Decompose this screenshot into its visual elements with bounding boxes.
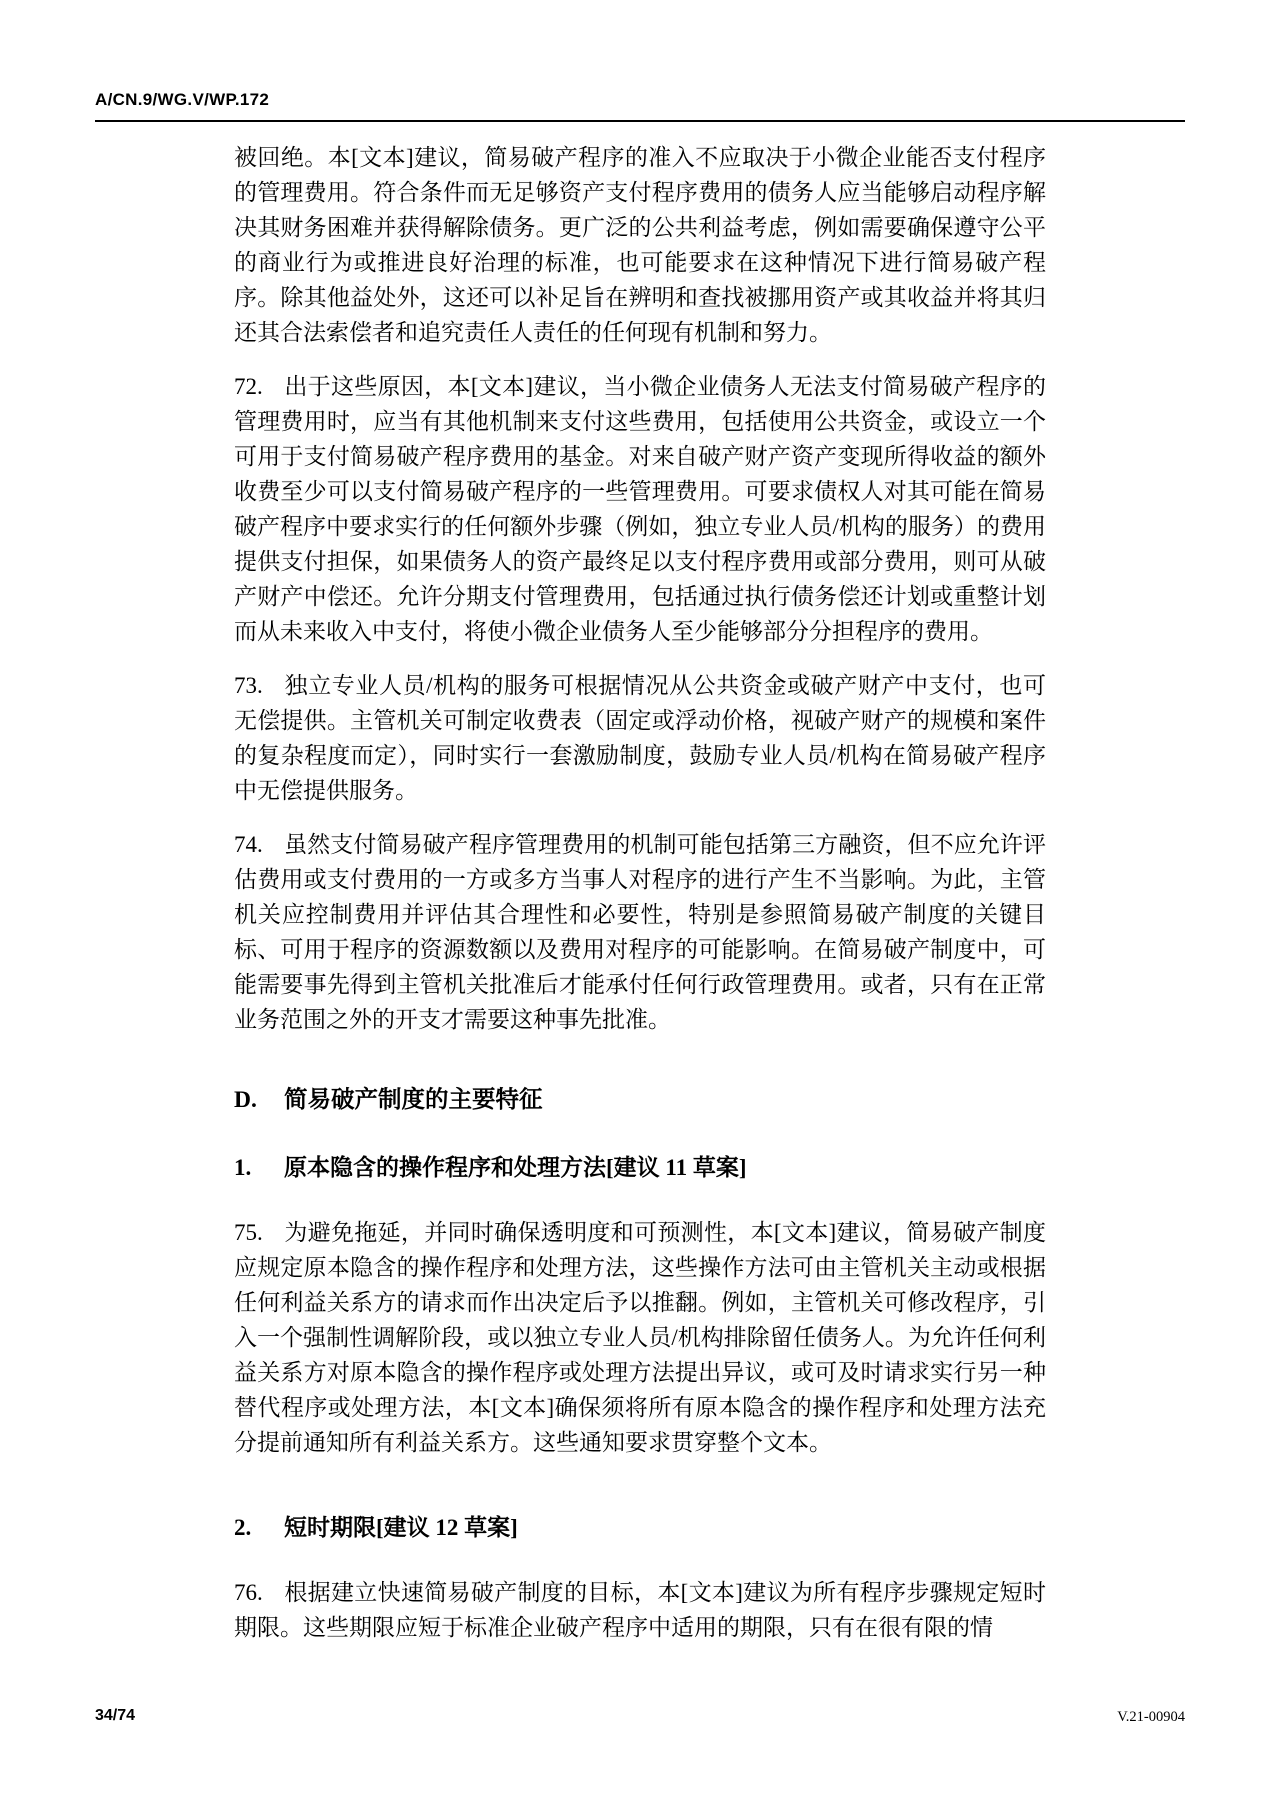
paragraph-number: 72. bbox=[234, 374, 263, 399]
paragraph-71-continuation bbox=[234, 140, 1046, 350]
section-d-heading bbox=[234, 1083, 1046, 1118]
paragraph-text: 为避免拖延，并同时确保透明度和可预测性，本[文本]建议，简易破产制度应规定原本隐含的操作程序和处理方法，这些操作方法可由主管机关主动或根据任何利益关系方的请求而作出决定后予以推翻。例如，主管机关可修改程序，引入一个强制性调解阶段，或以独立专业人员/机构排除留任债务人。为允许任何利益关系方对原本隐含的操作程序或处理方法提出异议，或可及时请求实行另一种替代程序或处理方法，本[文本]确保须将所有原本隐含的操作程序和处理方法充分提前通知所有利益关系方。这些通知要求贯穿整个文本。 bbox=[234, 1220, 1046, 1455]
paragraph-74 bbox=[234, 827, 1046, 1037]
document-body bbox=[234, 140, 1046, 1664]
paragraph-72 bbox=[234, 369, 1046, 649]
subsection-title: 原本隐含的操作程序和处理方法[建议 11 草案] bbox=[284, 1155, 747, 1180]
paragraph-number: 73. bbox=[234, 673, 263, 698]
document-symbol: A/CN.9/WG.V/WP.172 bbox=[95, 90, 270, 109]
header-rule bbox=[95, 120, 1185, 122]
paragraph-text: 独立专业人员/机构的服务可根据情况从公共资金或破产财产中支付，也可无偿提供。主管机关可制定收费表（固定或浮动价格，视破产财产的规模和案件的复杂程度而定），同时实行一套激励制度，鼓励专业人员/机构在简易破产程序中无偿提供服务。 bbox=[234, 673, 1046, 803]
section-title: 简易破产制度的主要特征 bbox=[284, 1087, 543, 1113]
subsection-label: 2. bbox=[234, 1515, 252, 1540]
paragraph-number: 76. bbox=[234, 1580, 263, 1605]
paragraph-text: 根据建立快速简易破产制度的目标，本[文本]建议为所有程序步骤规定短时期限。这些期限应短于标准企业破产程序中适用的期限，只有在很有限的情 bbox=[234, 1580, 1046, 1640]
paragraph-76 bbox=[234, 1575, 1046, 1645]
document-job-number: V.21-00904 bbox=[1117, 1709, 1185, 1725]
paragraph-number: 75. bbox=[234, 1220, 263, 1245]
paragraph-75 bbox=[234, 1215, 1046, 1460]
paragraph-text: 出于这些原因，本[文本]建议，当小微企业债务人无法支付简易破产程序的管理费用时，应当有其他机制来支付这些费用，包括使用公共资金，或设立一个可用于支付简易破产程序费用的基金。对来自破产财产资产变现所得收益的额外收费至少可以支付简易破产程序的一些管理费用。可要求债权人对其可能在简易破产程序中要求实行的任何额外步骤（例如，独立专业人员/机构的服务）的费用提供支付担保，如果债务人的资产最终足以支付程序费用或部分费用，则可从破产财产中偿还。允许分期支付管理费用，包括通过执行债务偿还计划或重整计划而从未来收入中支付，将使小微企业债务人至少能够部分分担程序的费用。 bbox=[234, 374, 1046, 644]
subsection-2-heading bbox=[234, 1510, 1046, 1545]
subsection-label: 1. bbox=[234, 1155, 252, 1180]
paragraph-text: 虽然支付简易破产程序管理费用的机制可能包括第三方融资，但不应允许评估费用或支付费用的一方或多方当事人对程序的进行产生不当影响。为此，主管机关应控制费用并评估其合理性和必要性，特别是参照简易破产制度的关键目标、可用于程序的资源数额以及费用对程序的可能影响。在简易破产制度中，可能需要事先得到主管机关批准后才能承付任何行政管理费用。或者，只有在正常业务范围之外的开支才需要这种事先批准。 bbox=[234, 832, 1046, 1032]
page-number: 34/74 bbox=[95, 1707, 136, 1724]
paragraph-73 bbox=[234, 668, 1046, 808]
subsection-1-heading bbox=[234, 1150, 1046, 1185]
paragraph-text: 被回绝。本[文本]建议，简易破产程序的准入不应取决于小微企业能否支付程序的管理费用。符合条件而无足够资产支付程序费用的债务人应当能够启动程序解决其财务困难并获得解除债务。更广泛的公共利益考虑，例如需要确保遵守公平的商业行为或推进良好治理的标准，也可能要求在这种情况下进行简易破产程序。除其他益处外，这还可以补足旨在辨明和查找被挪用资产或其收益并将其归还其合法索偿者和追究责任人责任的任何现有机制和努力。 bbox=[234, 145, 1046, 345]
section-label: D. bbox=[234, 1087, 257, 1113]
paragraph-number: 74. bbox=[234, 832, 263, 857]
subsection-title: 短时期限[建议 12 草案] bbox=[284, 1515, 518, 1540]
